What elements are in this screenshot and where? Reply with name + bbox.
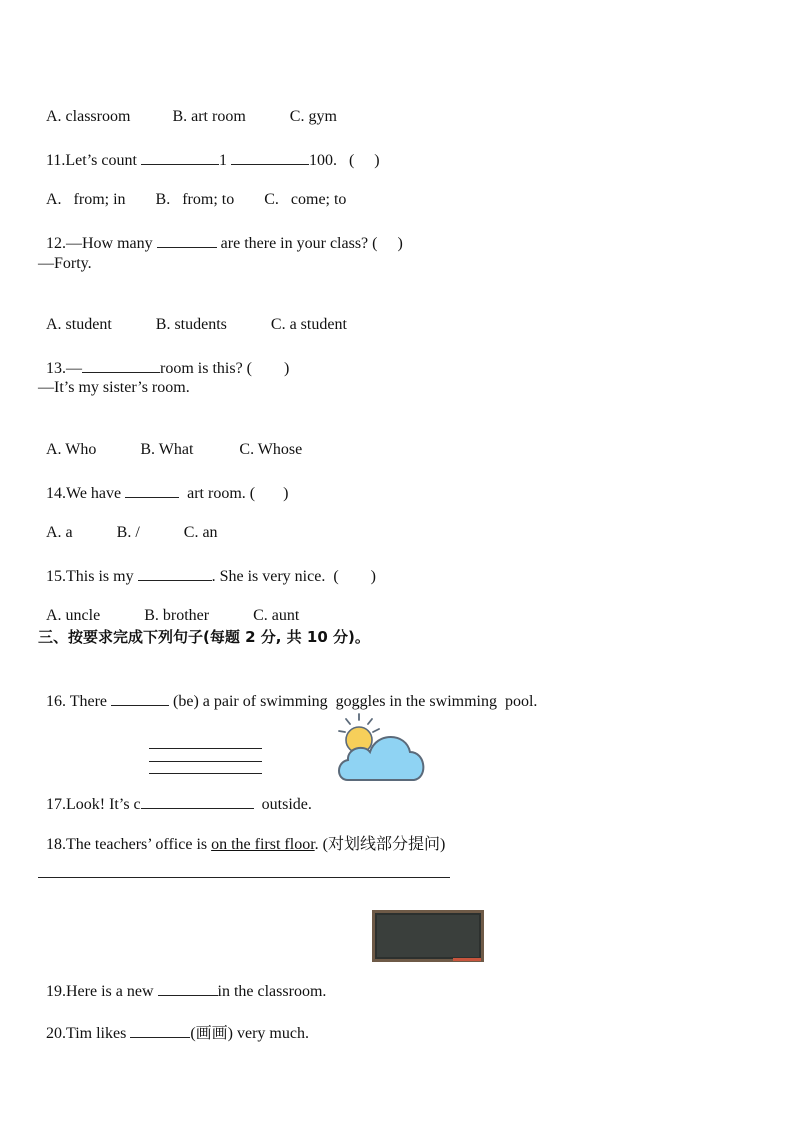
- q17-letter-line-2: [149, 761, 262, 762]
- q17-blank[interactable]: [141, 793, 254, 809]
- q11-option-c[interactable]: C. come; to: [264, 191, 347, 208]
- q14-prefix: 14.We have: [46, 485, 126, 502]
- q20-suffix: (画画) very much.: [190, 1025, 309, 1042]
- q18-answer-line[interactable]: [38, 877, 450, 878]
- q12-suffix: are there in your class? ( ): [216, 235, 403, 252]
- q20-prefix: 20.Tim likes: [46, 1025, 131, 1042]
- q15-question: [38, 545, 376, 587]
- q13-question: [38, 337, 289, 379]
- q17-prefix: 17.Look! It’s c: [46, 796, 141, 813]
- q16-suffix: (be) a pair of swimming goggles in the swimming pool.: [169, 693, 538, 710]
- q18-underlined-phrase: on the first floor: [211, 836, 315, 853]
- q14-suffix: art room. ( ): [179, 485, 289, 502]
- q11-option-b[interactable]: B. from; to: [155, 191, 235, 208]
- q10-option-b[interactable]: B. art room: [172, 108, 246, 125]
- cloudy-sun-icon: [334, 710, 430, 788]
- q15-option-a[interactable]: A. uncle: [46, 607, 101, 624]
- q12-prefix: 12.—How many: [46, 235, 157, 252]
- q14-options: [38, 503, 218, 543]
- q16-blank[interactable]: [111, 690, 169, 706]
- q13-option-c[interactable]: C. Whose: [239, 441, 303, 458]
- q14-blank[interactable]: [125, 482, 179, 498]
- q13-blank[interactable]: [82, 357, 160, 373]
- q12-option-c[interactable]: C. a student: [270, 316, 347, 333]
- q11-mid: 1: [218, 152, 231, 169]
- q18-prefix: 18.The teachers’ office is: [46, 836, 212, 853]
- q18-suffix: . (对划线部分提问): [314, 836, 446, 853]
- q15-suffix: . She is very nice. ( ): [211, 568, 376, 585]
- q20-blank[interactable]: [130, 1022, 190, 1038]
- q17-letter-line-1: [149, 748, 262, 749]
- q12-answer: —Forty.: [38, 255, 92, 272]
- q16-question: [38, 670, 537, 712]
- blackboard-icon: [371, 909, 487, 965]
- q18-question: [38, 815, 445, 855]
- q14-option-a[interactable]: A. a: [46, 524, 73, 541]
- q10-options: [38, 87, 337, 127]
- q17-question: [38, 773, 312, 815]
- q16-prefix: 16. There: [46, 693, 112, 710]
- q12-blank[interactable]: [157, 232, 217, 248]
- q11-blank-2[interactable]: [231, 149, 309, 165]
- q13-answer: —It’s my sister’s room.: [38, 379, 190, 396]
- q12-options: [38, 295, 347, 335]
- q15-options: [38, 586, 299, 626]
- q17-suffix: outside.: [261, 796, 312, 813]
- q14-option-c[interactable]: C. an: [183, 524, 218, 541]
- q19-suffix: in the classroom.: [217, 983, 327, 1000]
- q15-option-b[interactable]: B. brother: [144, 607, 210, 624]
- q11-prefix: 11.Let’s count: [46, 152, 141, 169]
- q11-question: [38, 129, 380, 171]
- q11-suffix: 100. ( ): [308, 152, 380, 169]
- q19-blank[interactable]: [158, 980, 218, 996]
- q15-blank[interactable]: [138, 565, 212, 581]
- q19-prefix: 19.Here is a new: [46, 983, 158, 1000]
- q12-option-a[interactable]: A. student: [46, 316, 112, 333]
- q11-option-a[interactable]: A. from; in: [46, 191, 126, 208]
- q15-prefix: 15.This is my: [46, 568, 138, 585]
- q11-blank-1[interactable]: [141, 149, 219, 165]
- q13-prefix: 13.—: [46, 360, 82, 377]
- q12-option-b[interactable]: B. students: [155, 316, 227, 333]
- q14-option-b[interactable]: B. /: [116, 524, 140, 541]
- q12-question: [38, 212, 403, 254]
- q20-question: [38, 1002, 309, 1044]
- q15-option-c[interactable]: C. aunt: [253, 607, 300, 624]
- q10-option-c[interactable]: C. gym: [289, 108, 337, 125]
- q10-option-a[interactable]: A. classroom: [46, 108, 131, 125]
- section-3-title: 三、按要求完成下列句子(每题 2 分, 共 10 分)。: [38, 628, 370, 646]
- q19-question: [38, 960, 326, 1002]
- q13-option-a[interactable]: A. Who: [46, 441, 97, 458]
- q13-suffix: room is this? ( ): [160, 360, 290, 377]
- q13-option-b[interactable]: B. What: [140, 441, 194, 458]
- q14-question: [38, 462, 288, 504]
- q13-options: [38, 420, 302, 460]
- q11-options: [38, 170, 346, 210]
